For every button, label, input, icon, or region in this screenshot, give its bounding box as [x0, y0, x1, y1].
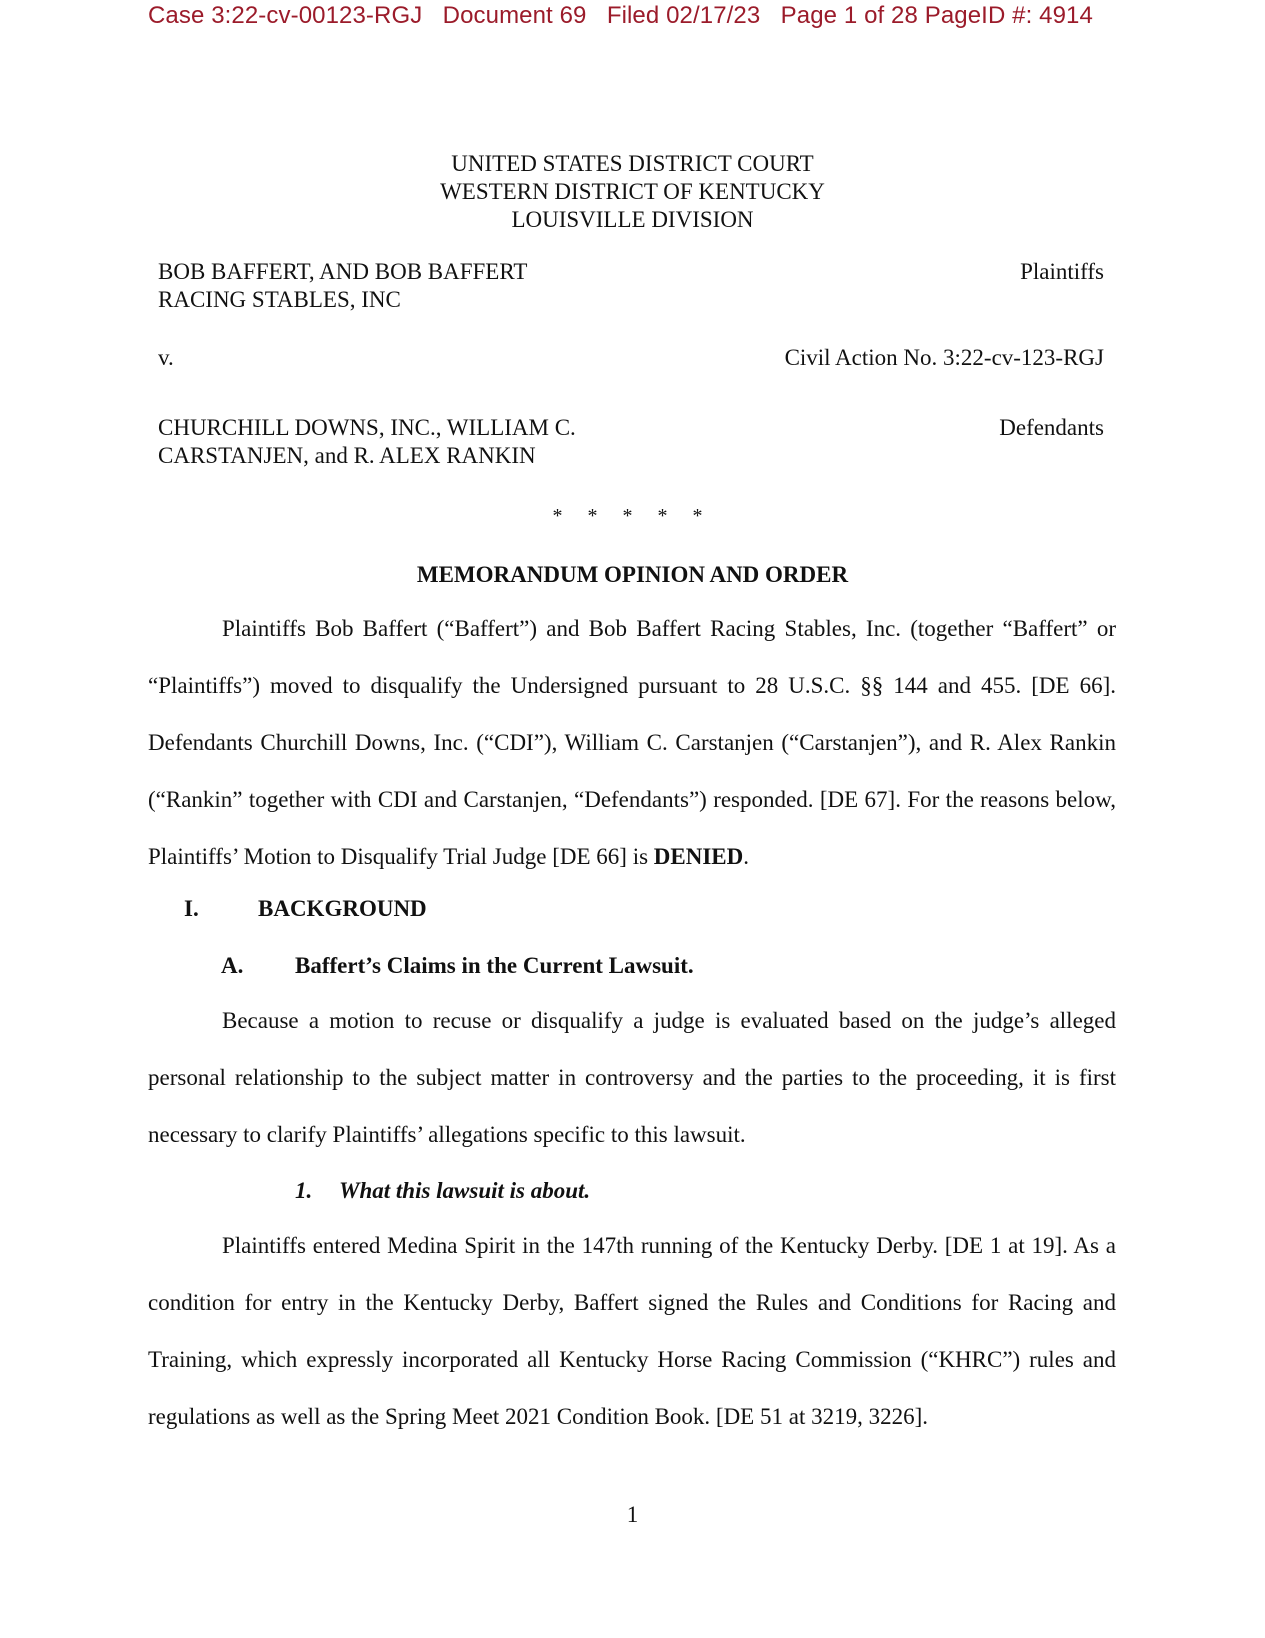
plaintiffs-line-1: BOB BAFFERT, AND BOB BAFFERT — [158, 259, 528, 284]
subsection-1-title: What this lawsuit is about. — [339, 1178, 591, 1203]
subsection-number: 1. — [295, 1178, 313, 1203]
intro-text: Plaintiffs Bob Baffert (“Baffert”) and Bob Baffert Racing Stables, Inc. (together “Baffert” or “Plaintiffs”) moved to disqualify the Undersigned pursuant to 28 U.S.C. §§ 144 and 455. [DE 66]. Defendants Churchill Downs, Inc. (“CDI”), William C. Carstanjen (“Carstanjen”), and R. Alex Rankin (“Rankin” together with CDI and Carstanjen, “Defendants”) responded. [DE 67]. For the reasons below, Plaintiffs’ Motion to Disqualify Trial Judge [DE 66] is — [148, 616, 1116, 869]
court-line-3: LOUISVILLE DIVISION — [511, 207, 754, 232]
subsection-heading-a — [221, 953, 694, 979]
page-info: Page 1 of 28 PageID #: 4914 — [780, 2, 1093, 29]
filing-header — [148, 2, 1093, 30]
filed-date: Filed 02/17/23 — [606, 2, 761, 29]
defendants-line-2: CARSTANJEN, and R. ALEX RANKIN — [158, 443, 536, 468]
civil-action-number: Civil Action No. 3:22-cv-123-RGJ — [784, 345, 1104, 370]
paragraph-3: Plaintiffs entered Medina Spirit in the 147th running of the Kentucky Derby. [DE 1 at 19]. As a condition for entry in the Kentucky Derby, Baffert signed the Rules and Conditions for Racing and Training, which expressly incorporated all Kentucky Horse Racing Commission (“KHRC”) rules and regulations as well as the Spring Meet 2021 Condition Book. [DE 51 at 3219, 3226]. — [148, 1233, 1116, 1429]
court-line-1: UNITED STATES DISTRICT COURT — [451, 151, 814, 176]
plaintiffs-names — [158, 258, 527, 314]
subsection-heading-1 — [295, 1178, 590, 1204]
section-heading-background — [184, 896, 427, 922]
case-number: Case 3:22-cv-00123-RGJ — [148, 2, 423, 29]
subsection-title: Baffert’s Claims in the Current Lawsuit. — [295, 953, 694, 978]
document-title: MEMORANDUM OPINION AND ORDER — [416, 562, 849, 587]
subsection-letter: A. — [221, 953, 244, 978]
page-number: 1 — [626, 1502, 639, 1527]
defendants-names — [158, 414, 576, 470]
plaintiffs-line-2: RACING STABLES, INC — [158, 287, 401, 312]
caption-separator: * * * * * — [552, 505, 713, 527]
court-line-2: WESTERN DISTRICT OF KENTUCKY — [440, 179, 825, 204]
defendants-line-1: CHURCHILL DOWNS, INC., WILLIAM C. — [158, 415, 576, 440]
defendants-label: Defendants — [999, 415, 1104, 440]
intro-end: . — [743, 844, 750, 869]
court-heading — [0, 150, 1265, 234]
paragraph-2: Because a motion to recuse or disqualify a judge is evaluated based on the judge’s alleged personal relationship to the subject matter in controversy and the parties to the proceeding, it is first necessary to clarify Plaintiffs’ allegations specific to this lawsuit. — [148, 1008, 1116, 1147]
intro-paragraph — [148, 600, 1116, 885]
document-number: Document 69 — [442, 2, 587, 29]
section-title: BACKGROUND — [258, 896, 427, 921]
plaintiffs-label: Plaintiffs — [1020, 259, 1104, 284]
versus: v. — [158, 345, 174, 370]
ruling-text: DENIED — [653, 844, 744, 869]
section-number: I. — [184, 896, 199, 921]
